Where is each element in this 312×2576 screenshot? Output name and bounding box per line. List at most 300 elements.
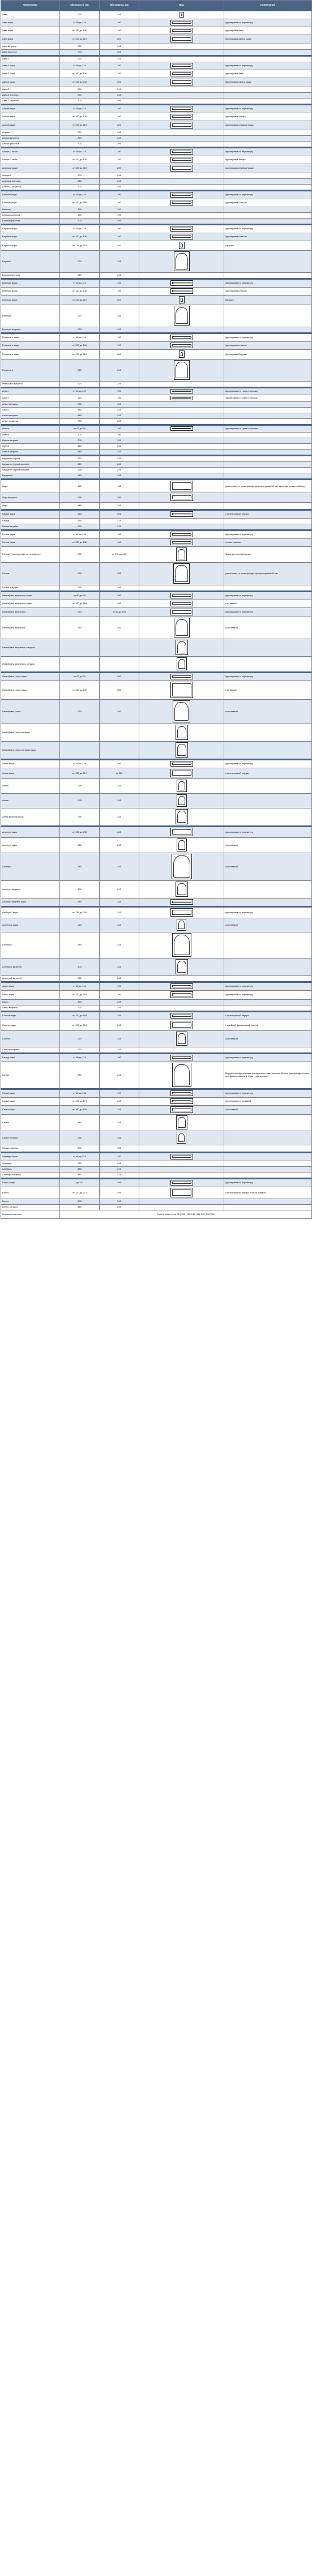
row-name: Люмибрата заприталь xyxy=(1,617,60,639)
row-min-width: 190 xyxy=(100,62,139,70)
row-name: Аллегро2 витрина xyxy=(1,976,60,982)
row-name: Аква ящик xyxy=(1,27,60,35)
table-row xyxy=(1,207,312,213)
table-row xyxy=(1,1089,312,1098)
row-note xyxy=(224,1167,312,1173)
row-view xyxy=(139,617,224,639)
facade-thumbnail-icon xyxy=(170,601,193,606)
row-name: Антик xyxy=(1,779,60,794)
row-view xyxy=(139,444,224,450)
row-note: фрезеровка аква xyxy=(224,27,312,35)
row-min-width: 295 xyxy=(100,510,139,519)
row-view xyxy=(139,907,224,918)
row-min-height: 220 xyxy=(60,360,100,382)
row-name: Аква-2 решетка xyxy=(1,99,60,105)
row-name: Сигма витрина xyxy=(1,1131,60,1145)
row-min-width: 295 xyxy=(100,1205,139,1210)
row-name: Аллегро xyxy=(1,853,60,881)
facade-thumbnail-icon xyxy=(170,1180,193,1186)
table-row xyxy=(1,639,312,657)
row-min-width: 190 xyxy=(100,342,139,350)
row-view xyxy=(139,56,224,62)
row-min-width: 245 xyxy=(100,179,139,185)
table-row xyxy=(1,1047,312,1054)
facade-thumbnail-icon xyxy=(170,769,193,777)
row-view xyxy=(139,456,224,462)
facade-thumbnail-icon xyxy=(170,71,193,76)
header-note: Примечание xyxy=(224,1,312,11)
row-min-width: 245 xyxy=(100,130,139,136)
table-row xyxy=(1,503,312,510)
table-row xyxy=(1,1031,312,1047)
table-row xyxy=(1,288,312,296)
row-note: с вставкой xyxy=(224,600,312,608)
row-min-height: 300 xyxy=(60,881,100,898)
row-note xyxy=(224,433,312,438)
row-min-height: от 137 до 219 xyxy=(60,350,100,360)
facade-thumbnail-icon xyxy=(170,149,193,155)
row-view xyxy=(139,333,224,342)
table-row xyxy=(1,433,312,438)
row-view xyxy=(139,1098,224,1106)
facade-thumbnail-icon xyxy=(170,226,193,232)
row-note: Фрезеровка по всем сторонам xyxy=(224,395,312,402)
row-min-width: 245 xyxy=(100,56,139,62)
row-view xyxy=(139,1131,224,1145)
row-view xyxy=(139,493,224,503)
row-min-width: 190 xyxy=(100,70,139,78)
row-min-height: 220 xyxy=(60,136,100,142)
table-row xyxy=(1,932,312,958)
row-min-width: от 190 до 295 xyxy=(100,547,139,563)
row-view xyxy=(139,438,224,444)
row-name: Сонета ящик xyxy=(1,1012,60,1020)
table-row xyxy=(1,1020,312,1031)
row-view xyxy=(139,327,224,333)
row-note: фрезеровка по периметру xyxy=(224,19,312,27)
facade-thumbnail-icon xyxy=(170,36,193,42)
row-min-width: 245 xyxy=(100,382,139,388)
table-row xyxy=(1,1153,312,1161)
table-row xyxy=(1,395,312,402)
facade-thumbnail-icon xyxy=(177,657,187,670)
facade-thumbnail-icon xyxy=(170,1090,193,1096)
row-min-width: 295 xyxy=(100,585,139,592)
row-min-width: 200 xyxy=(100,296,139,305)
row-name: Авгор xyxy=(1,1000,60,1005)
row-min-width: 200 xyxy=(100,121,139,130)
table-row xyxy=(1,768,312,779)
row-view xyxy=(139,70,224,78)
table-row xyxy=(1,1161,312,1167)
row-name: Алант витрина xyxy=(1,402,60,408)
row-view xyxy=(139,1012,224,1020)
row-name: Омега xyxy=(1,425,60,433)
row-view xyxy=(139,251,224,273)
row-min-height: 260 xyxy=(60,179,100,185)
table-row xyxy=(1,164,312,173)
row-note: фрезеровка альфа-2 ящик xyxy=(224,164,312,173)
row-name: Аква ящик xyxy=(1,19,60,27)
row-min-width: 245 xyxy=(100,1047,139,1054)
table-row xyxy=(1,87,312,93)
row-min-height: 220 xyxy=(60,1031,100,1047)
table-row xyxy=(1,1179,312,1187)
row-min-height: 592 xyxy=(60,1145,100,1153)
row-min-height: от 120 до 136 xyxy=(60,539,100,547)
table-row xyxy=(1,388,312,395)
row-view xyxy=(139,402,224,408)
row-min-width: 245 xyxy=(100,779,139,794)
facade-thumbnail-icon xyxy=(170,674,193,679)
row-min-width: 245 xyxy=(100,251,139,273)
facade-thumbnail-icon xyxy=(172,933,191,957)
row-name: Аллегро ящик xyxy=(1,827,60,838)
row-min-width: 190 xyxy=(100,156,139,164)
row-note xyxy=(224,185,312,191)
row-name: Лира xyxy=(1,480,60,493)
table-row xyxy=(1,142,312,148)
header-min-width: Min ширина, мм xyxy=(100,1,139,11)
row-view xyxy=(139,213,224,219)
row-name: Люмибрата заприталь xyxy=(1,608,60,617)
table-row xyxy=(1,382,312,388)
row-note xyxy=(224,898,312,907)
row-note: фрезеровка по периметру xyxy=(224,1089,312,1098)
row-min-width: 215 xyxy=(100,1167,139,1173)
row-view xyxy=(139,382,224,388)
row-view xyxy=(139,563,224,585)
row-min-height xyxy=(60,639,100,657)
row-name: Авгор ящик xyxy=(1,991,60,1000)
row-min-width: 245 xyxy=(100,450,139,456)
table-row xyxy=(1,681,312,700)
row-view xyxy=(139,700,224,724)
table-row xyxy=(1,56,312,62)
row-min-width: от 50 до 199 xyxy=(100,608,139,617)
row-min-height: 300 xyxy=(60,958,100,976)
row-note xyxy=(224,213,312,219)
row-name: Алант витрина xyxy=(1,413,60,419)
row-name: Альфа xyxy=(1,130,60,136)
facade-thumbnail-icon xyxy=(177,1132,186,1144)
row-note xyxy=(224,473,312,480)
row-min-width: от 250 xyxy=(100,768,139,779)
row-min-height: 220 xyxy=(60,456,100,462)
row-name: Люмибрата рокко витрина ящик xyxy=(1,742,60,760)
row-note: фрезеровка со вставкой xyxy=(224,1098,312,1106)
row-min-height: 295 xyxy=(60,438,100,444)
row-min-height xyxy=(60,724,100,742)
row-note xyxy=(224,1205,312,1210)
table-row xyxy=(1,493,312,503)
row-min-height: 445 xyxy=(60,413,100,419)
row-note xyxy=(224,1131,312,1145)
row-name: Аква xyxy=(1,11,60,19)
row-min-width xyxy=(100,724,139,742)
table-row xyxy=(1,35,312,44)
row-min-height: 295 xyxy=(60,468,100,473)
row-min-height: от 120 до 136 xyxy=(60,233,100,241)
row-note xyxy=(224,493,312,503)
row-min-width: 245 xyxy=(100,1115,139,1131)
row-min-width: 245 xyxy=(100,1161,139,1167)
facade-thumbnail-icon xyxy=(170,1106,193,1113)
table-row xyxy=(1,105,312,113)
row-view xyxy=(139,932,224,958)
row-name: Альфа-2 ящик xyxy=(1,148,60,156)
row-note xyxy=(224,173,312,179)
facade-thumbnail-icon xyxy=(170,165,193,172)
row-note: фрезеровка классик xyxy=(224,199,312,207)
table-row xyxy=(1,673,312,681)
row-min-height: 220 xyxy=(60,87,100,93)
row-name: Гамма витрина xyxy=(1,524,60,530)
row-min-width: 245 xyxy=(100,360,139,382)
row-name: Готика витрина xyxy=(1,585,60,592)
row-min-width: 245 xyxy=(100,456,139,462)
row-view xyxy=(139,1106,224,1115)
row-min-height: 295 xyxy=(60,547,100,563)
facade-thumbnail-icon xyxy=(177,919,186,931)
header-row xyxy=(1,1,312,11)
row-note: фрезеровка по периметру xyxy=(224,530,312,539)
table-row xyxy=(1,350,312,360)
row-min-height: 703 xyxy=(60,219,100,225)
row-name: Люмибрата рокко ящик xyxy=(1,673,60,681)
row-view xyxy=(139,173,224,179)
row-min-height: от 120 до 136 xyxy=(60,288,100,296)
row-name: Альмира xyxy=(1,1161,60,1167)
row-note xyxy=(224,44,312,50)
row-min-width: 245 xyxy=(100,503,139,510)
facade-thumbnail-icon xyxy=(177,780,187,792)
row-view xyxy=(139,1205,224,1210)
facade-thumbnail-icon xyxy=(170,28,193,33)
row-note xyxy=(224,207,312,213)
row-view xyxy=(139,524,224,530)
row-view xyxy=(139,1000,224,1005)
row-note xyxy=(224,976,312,982)
table-row xyxy=(1,547,312,563)
row-name: Аква-2 ящик xyxy=(1,62,60,70)
row-min-width: 250 xyxy=(100,673,139,681)
row-view xyxy=(139,1173,224,1179)
row-min-height: 245 xyxy=(60,838,100,853)
facade-thumbnail-icon xyxy=(179,12,184,18)
row-min-height: 278 xyxy=(60,1199,100,1205)
row-min-height: 703 xyxy=(60,185,100,191)
facade-thumbnail-icon xyxy=(170,532,193,537)
facade-thumbnail-icon xyxy=(176,809,188,824)
row-min-width: 190 xyxy=(100,539,139,547)
table-row xyxy=(1,199,312,207)
table-row xyxy=(1,113,312,121)
row-name: Аква-2 витрина xyxy=(1,93,60,99)
table-row xyxy=(1,881,312,898)
row-min-width: 190 xyxy=(100,425,139,433)
row-min-width: 190 xyxy=(100,207,139,213)
row-view xyxy=(139,976,224,982)
row-note: фрезеровка по трем сторонам xyxy=(224,388,312,395)
row-view xyxy=(139,78,224,87)
row-view xyxy=(139,480,224,493)
table-row xyxy=(1,62,312,70)
row-name: Аква витрина xyxy=(1,44,60,50)
row-view xyxy=(139,44,224,50)
row-min-height: 220 xyxy=(60,327,100,333)
row-view xyxy=(139,530,224,539)
row-min-height: 245 xyxy=(60,1115,100,1131)
row-min-width: 275 xyxy=(100,519,139,524)
row-view xyxy=(139,838,224,853)
row-note xyxy=(224,779,312,794)
table-row xyxy=(1,121,312,130)
row-min-height: от 60 до 119 xyxy=(60,148,100,156)
row-name: Кардинал глухой xyxy=(1,456,60,462)
facade-thumbnail-icon xyxy=(176,547,187,561)
row-min-height: от 120 до 136 xyxy=(60,113,100,121)
row-min-width: 200 xyxy=(100,78,139,87)
row-note: фрезеровка классик xyxy=(224,233,312,241)
row-min-width: 245 xyxy=(100,838,139,853)
row-min-width: 295 xyxy=(100,1187,139,1199)
row-name: Венеция витрина xyxy=(1,327,60,333)
row-name: Сигма ящик xyxy=(1,1098,60,1106)
facade-thumbnail-icon xyxy=(170,761,193,767)
row-min-height: от 120 до 136 xyxy=(60,342,100,350)
row-min-width: 245 xyxy=(100,1031,139,1047)
row-min-height: от 137 до 249 xyxy=(60,827,100,838)
row-min-width: 190 xyxy=(100,760,139,768)
row-name: Альфа-2 xyxy=(1,173,60,179)
row-min-width: 190 xyxy=(100,991,139,1000)
row-min-width: 245 xyxy=(100,1106,139,1115)
facade-thumbnail-icon xyxy=(172,1063,191,1087)
row-min-width: 190 xyxy=(100,191,139,199)
table-row xyxy=(1,11,312,19)
row-min-height: 279 xyxy=(60,524,100,530)
row-name: Готика xyxy=(1,563,60,585)
row-min-height: от 137 до 269 xyxy=(60,164,100,173)
row-min-width: 190 xyxy=(100,279,139,288)
row-min-height: 250 xyxy=(60,93,100,99)
row-min-height: 220 xyxy=(60,305,100,327)
row-note xyxy=(224,1145,312,1153)
row-name: Альфа-2 витрина xyxy=(1,179,60,185)
table-row xyxy=(1,1054,312,1062)
table-row xyxy=(1,991,312,1000)
table-row xyxy=(1,982,312,991)
table-row xyxy=(1,219,312,225)
row-min-height: от 50 до 99 xyxy=(60,673,100,681)
row-name: Классик ящик xyxy=(1,199,60,207)
row-view xyxy=(139,681,224,700)
row-min-height: от 137 до 219 xyxy=(60,241,100,251)
row-name: Авгор витрина xyxy=(1,1005,60,1012)
row-min-width: 245 xyxy=(100,1098,139,1106)
row-name: Альмира ящик xyxy=(1,1153,60,1161)
row-min-height: 295 xyxy=(60,779,100,794)
row-view xyxy=(139,918,224,932)
facade-thumbnail-icon xyxy=(170,63,193,69)
row-min-width: 197 xyxy=(100,1153,139,1161)
row-view xyxy=(139,539,224,547)
table-row xyxy=(1,480,312,493)
facade-thumbnail-icon xyxy=(174,360,190,380)
row-name: Альмира xyxy=(1,1167,60,1173)
row-name: Ренессанс витрина xyxy=(1,382,60,388)
row-min-height: 220 xyxy=(60,918,100,932)
row-view xyxy=(139,462,224,468)
row-name: Аква ящик xyxy=(1,35,60,44)
row-min-width: 190 xyxy=(100,530,139,539)
facade-thumbnail-icon xyxy=(170,1055,193,1060)
row-view xyxy=(139,305,224,327)
row-name: Ренессанс ящик xyxy=(1,350,60,360)
row-min-height: 445 xyxy=(60,1173,100,1179)
row-min-height: от 100 до 169 xyxy=(60,600,100,608)
table-row xyxy=(1,1173,312,1179)
row-name: Аква решетка xyxy=(1,50,60,56)
table-row xyxy=(1,794,312,808)
row-name: Омега витрина xyxy=(1,438,60,444)
row-view xyxy=(139,1161,224,1167)
facade-thumbnail-icon xyxy=(170,335,193,340)
table-row xyxy=(1,225,312,233)
row-min-width xyxy=(100,639,139,657)
row-name: Ренессанс ящик xyxy=(1,333,60,342)
row-note xyxy=(224,450,312,456)
row-note: с двойной фрезеровкой внутри xyxy=(224,1020,312,1031)
row-view xyxy=(139,87,224,93)
row-note: фрезеровка по периметру xyxy=(224,1054,312,1062)
row-name: Омега витрина xyxy=(1,450,60,456)
row-view xyxy=(139,1199,224,1205)
table-row xyxy=(1,1131,312,1145)
row-name: Аллегро2 ящик xyxy=(1,918,60,932)
row-note: фрезеровка по периметру xyxy=(224,333,312,342)
row-min-width: 245 xyxy=(100,808,139,827)
table-row xyxy=(1,1012,312,1020)
row-min-width: 190 xyxy=(100,982,139,991)
row-note xyxy=(224,136,312,142)
row-note: со вставкой xyxy=(224,838,312,853)
row-name: Венеция xyxy=(1,305,60,327)
row-name: Бэлло ящик xyxy=(1,1179,60,1187)
row-view xyxy=(139,519,224,524)
row-view xyxy=(139,288,224,296)
facade-thumbnail-icon xyxy=(170,682,193,698)
row-name: Аллегро витрина ящик xyxy=(1,898,60,907)
row-min-width: 245 xyxy=(100,1012,139,1020)
table-row xyxy=(1,241,312,251)
row-name: Готика ящик xyxy=(1,539,60,547)
row-name: Бэлло витрина xyxy=(1,1205,60,1210)
row-name: Гамма ящик xyxy=(1,510,60,519)
row-note: фрезеровка альфа xyxy=(224,156,312,164)
row-view xyxy=(139,1062,224,1089)
table-row xyxy=(1,413,312,419)
facade-thumbnail-icon xyxy=(176,640,188,655)
row-min-width: 395 xyxy=(100,493,139,503)
row-min-height: от 137 до 219 xyxy=(60,768,100,779)
row-min-width: 245 xyxy=(100,1000,139,1005)
table-row xyxy=(1,1005,312,1012)
row-note: расстояние от края фасада до фрезеровки 50 мм, включая тонкую выборку xyxy=(224,480,312,493)
facade-thumbnail-icon xyxy=(170,494,193,501)
row-min-height: 445 xyxy=(60,450,100,456)
